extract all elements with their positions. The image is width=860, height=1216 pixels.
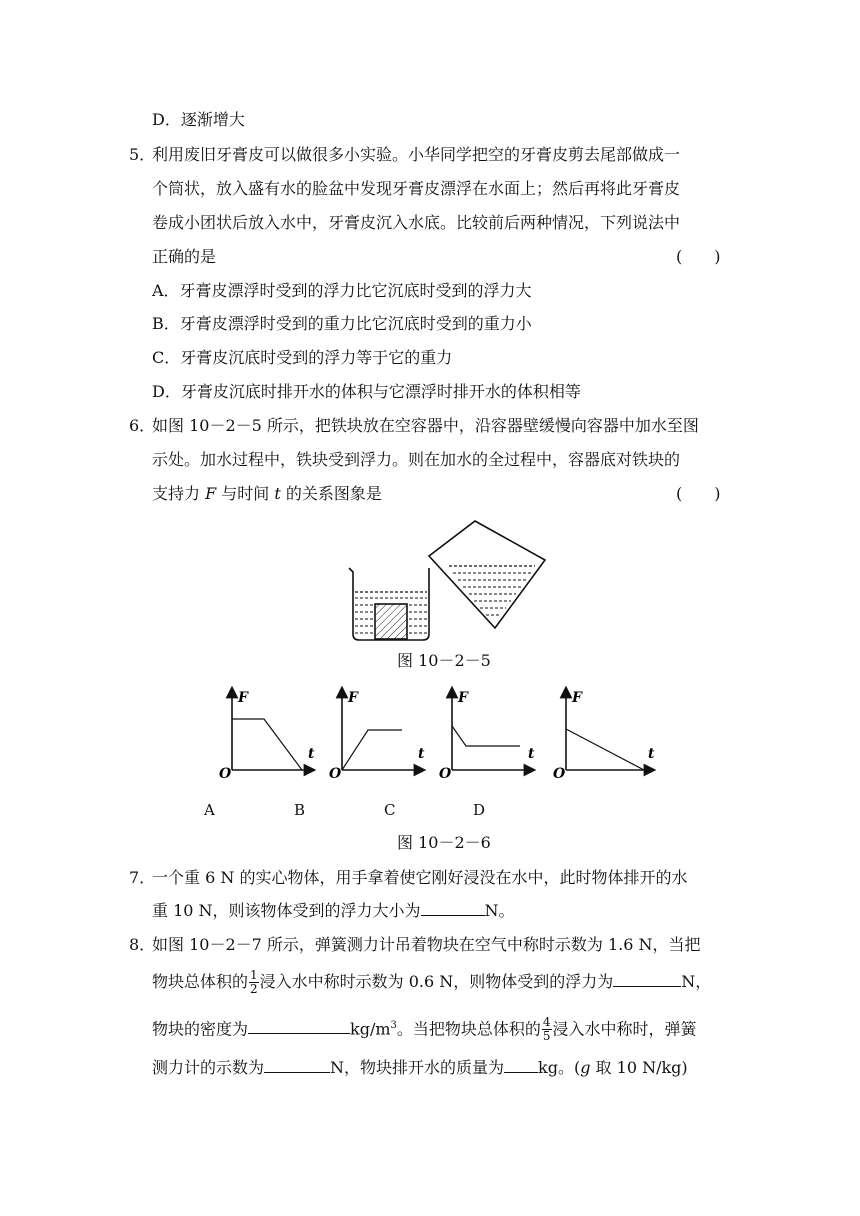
q8-line-1: 如图 10－2－7 所示，弹簧测力计吊着物块在空气中称时示数为 1.6 N，当把 <box>152 935 701 954</box>
q8-text: kg。( <box>538 1058 581 1077</box>
figure-10-2-6 <box>216 686 676 786</box>
graph-a <box>219 690 315 782</box>
gravity-symbol: g <box>580 1058 591 1077</box>
q4-option-d: D．逐渐增大 <box>152 110 245 129</box>
q5-number: 5． <box>129 145 156 164</box>
q8-text: N， <box>681 972 712 991</box>
q8-line-3 <box>152 1016 697 1043</box>
fraction-four-fifths <box>542 1016 552 1043</box>
graph-c <box>439 690 535 782</box>
q5-line-2: 个筒状，放入盛有水的脸盆中发现牙膏皮漂浮在水面上；然后再将此牙膏皮 <box>152 179 681 198</box>
q6-line-2: 示处。加水过程中，铁块受到浮力。则在加水的全过程中，容器底对铁块的 <box>152 450 681 469</box>
q5-option-d: D．牙膏皮沉底时排开水的体积与它漂浮时排开水的体积相等 <box>152 382 581 401</box>
origin-label: O <box>329 766 342 782</box>
axis-f-label: F <box>238 690 248 706</box>
q6-var-f: F <box>205 484 217 503</box>
axis-t-label: t <box>418 746 425 762</box>
q8-text: 测力计的示数为 <box>152 1058 265 1077</box>
q5-option-b: B．牙膏皮漂浮时受到的重力比它沉底时受到的重力小 <box>152 314 532 333</box>
fraction-numerator: 4 <box>542 1015 551 1030</box>
unit-exponent: 3 <box>390 1020 397 1031</box>
fraction-one-half <box>249 969 259 996</box>
figure-10-2-5-caption: 图 10－2－5 <box>397 651 491 670</box>
q6-text: 支持力 <box>152 484 206 503</box>
axis-f-label: F <box>458 690 468 706</box>
fraction-numerator: 1 <box>250 968 258 982</box>
q7-number: 7． <box>129 868 156 887</box>
q5-option-a: A．牙膏皮漂浮时受到的浮力比它沉底时受到的浮力大 <box>152 281 532 300</box>
graph-label-d: D <box>473 801 486 819</box>
q8-text: 物块总体积的 <box>152 972 249 991</box>
graph-b <box>329 690 425 782</box>
answer-blank[interactable] <box>613 972 681 987</box>
q8-text: 浸入水中称时示数为 0.6 N，则物体受到的浮力为 <box>259 972 614 991</box>
graph-d <box>553 690 655 782</box>
figure-10-2-5 <box>345 518 560 646</box>
origin-label: O <box>219 766 232 782</box>
q5-line-3: 卷成小团状后放入水中，牙膏皮沉入水底。比较前后两种情况，下列说法中 <box>152 213 681 232</box>
q6-line-1: 如图 10－2－5 所示，把铁块放在空容器中，沿容器壁缓慢向容器中加水至图 <box>152 416 699 435</box>
q6-text: 的关系图象是 <box>280 484 382 503</box>
beaker <box>349 568 429 640</box>
answer-blank[interactable] <box>421 901 485 916</box>
fraction-denominator: 5 <box>542 1029 551 1044</box>
answer-blank[interactable] <box>248 1019 350 1034</box>
q5-answer-paren: ( ) <box>676 247 721 266</box>
q6-var-t: t <box>274 484 281 503</box>
axis-f-label: F <box>572 690 582 706</box>
axis-t-label: t <box>308 746 315 762</box>
answer-blank[interactable] <box>264 1058 330 1073</box>
origin-label: O <box>553 766 566 782</box>
answer-blank[interactable] <box>504 1058 538 1073</box>
axis-f-label: F <box>348 690 358 706</box>
q6-text: 与时间 <box>216 484 275 503</box>
density-unit: kg/m <box>350 1019 391 1039</box>
q8-text: N，物块排开水的质量为 <box>330 1058 505 1077</box>
q5-line-1: 利用废旧牙膏皮可以做很多小实验。小华同学把空的牙膏皮剪去尾部做成一 <box>152 145 681 164</box>
q7-text: N。 <box>484 901 515 920</box>
q6-line-3 <box>152 484 382 504</box>
q7-line-1: 一个重 6 N 的实心物体，用手拿着使它刚好浸没在水中，此时物体排开的水 <box>152 868 688 887</box>
q8-text: 物块的密度为 <box>152 1019 249 1039</box>
figure-10-2-6-caption: 图 10－2－6 <box>397 833 491 852</box>
axis-t-label: t <box>648 746 655 762</box>
graph-label-b: B <box>294 801 306 819</box>
q8-text: 。当把物块总体积的 <box>396 1019 541 1039</box>
iron-block <box>375 604 407 639</box>
q8-text: 取 10 N/kg) <box>590 1058 688 1077</box>
cone-container <box>429 521 545 628</box>
q7-line-2 <box>152 901 515 921</box>
q5-option-c: C．牙膏皮沉底时受到的浮力等于它的重力 <box>152 348 453 367</box>
q8-text: 浸入水中称时，弹簧 <box>552 1019 697 1039</box>
q5-line-4: 正确的是 <box>152 247 217 266</box>
q6-answer-paren: ( ) <box>676 484 721 503</box>
origin-label: O <box>439 766 452 782</box>
graph-label-a: A <box>204 801 215 819</box>
q7-text: 重 10 N，则该物体受到的浮力大小为 <box>152 901 421 920</box>
q6-number: 6． <box>129 416 156 435</box>
q8-line-4 <box>152 1058 688 1078</box>
graph-label-c: C <box>384 801 396 819</box>
axis-t-label: t <box>528 746 535 762</box>
q8-line-2 <box>152 969 711 996</box>
q8-number: 8． <box>129 935 156 954</box>
fraction-denominator: 2 <box>250 982 258 996</box>
